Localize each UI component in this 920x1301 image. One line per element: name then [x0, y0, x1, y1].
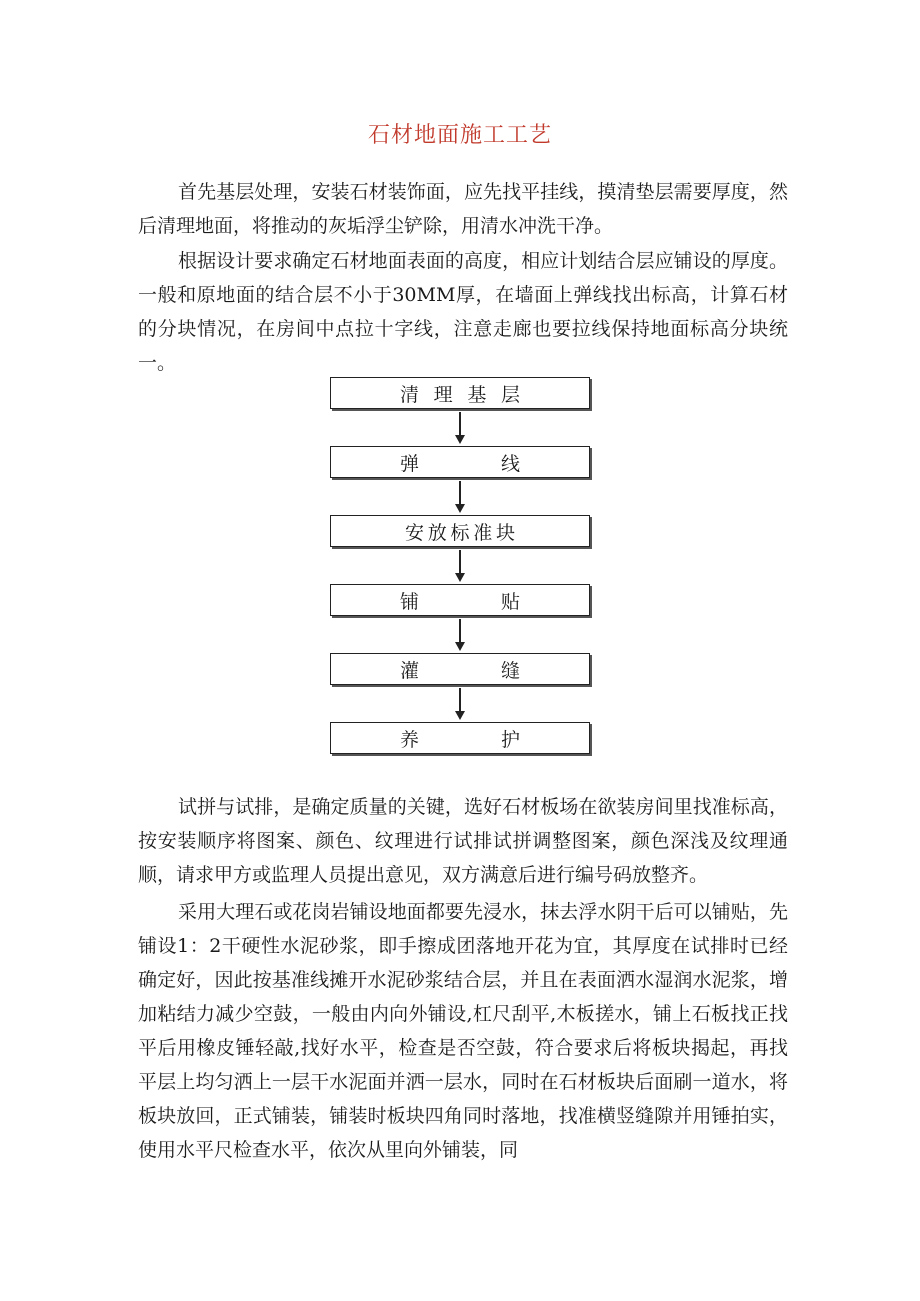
page-title: 石材地面施工工艺: [367, 123, 552, 148]
flow-step-1: [330, 377, 590, 409]
flow-step-5: [330, 653, 590, 685]
flow-step-label: 安 放 标 准 块: [405, 521, 515, 544]
flow-step-label: 清 理 基 层: [400, 383, 520, 406]
flow-step-3: [330, 515, 590, 547]
flow-step-2: [330, 446, 590, 478]
flow-step-label: 铺 贴: [400, 590, 520, 613]
process-flowchart: [330, 377, 592, 763]
flow-step-label: 灌 缝: [400, 659, 520, 682]
paragraph-laying: 采用大理石或花岗岩铺设地面都要先浸水，抹去浮水阴干后可以铺贴，先铺设1：2干硬性水泥砂浆，即手擦成团落地开花为宜，其厚度在试排时已经确定好，因此按基准线摊开水泥砂浆结合层，并且在表面洒水湿润水泥浆，增加粘结力减少空鼓，一般由内向外铺设,杠尺刮平,木板搓水，铺上石板找正找平后用橡皮锤轻敲,找好水平，检查是否空鼓，符合要求后将板块揭起，再找平层上均匀洒上一层干水泥面并洒一层水，同时在石材板块后面刷一道水，将板块放回，正式铺装，铺装时板块四角同时落地，找准横竖缝隙并用锤拍实，使用水平尺检查水平，依次从里向外铺装，同: [138, 901, 788, 1161]
paragraph-trial-layout: 试拼与试排，是确定质量的关键，选好石材板场在欲装房间里找准标高，按安装顺序将图案、颜色、纹理进行试排试拼调整图案，颜色深浅及纹理通顺，请求甲方或监理人员提出意见，双方满意后进行编号码放整齐。: [138, 796, 788, 886]
flow-step-label: 弹 线: [400, 452, 520, 475]
flow-step-6: [330, 722, 590, 754]
paragraph-base-treatment: 首先基层处理，安装石材装饰面，应先找平挂线，摸清垫层需要厚度，然后清理地面，将推动的灰垢浮尘铲除，用清水冲洗干净。: [138, 181, 788, 237]
paragraph-elevation: 根据设计要求确定石材地面表面的高度，相应计划结合层应铺设的厚度。一般和原地面的结合层不小于30MM厚，在墙面上弹线找出标高，计算石材的分块情况，在房间中点拉十字线，注意走廊也要拉线保持地面标高分块统一。: [138, 250, 788, 374]
flow-step-label: 养 护: [400, 728, 520, 751]
flow-step-4: [330, 584, 590, 616]
